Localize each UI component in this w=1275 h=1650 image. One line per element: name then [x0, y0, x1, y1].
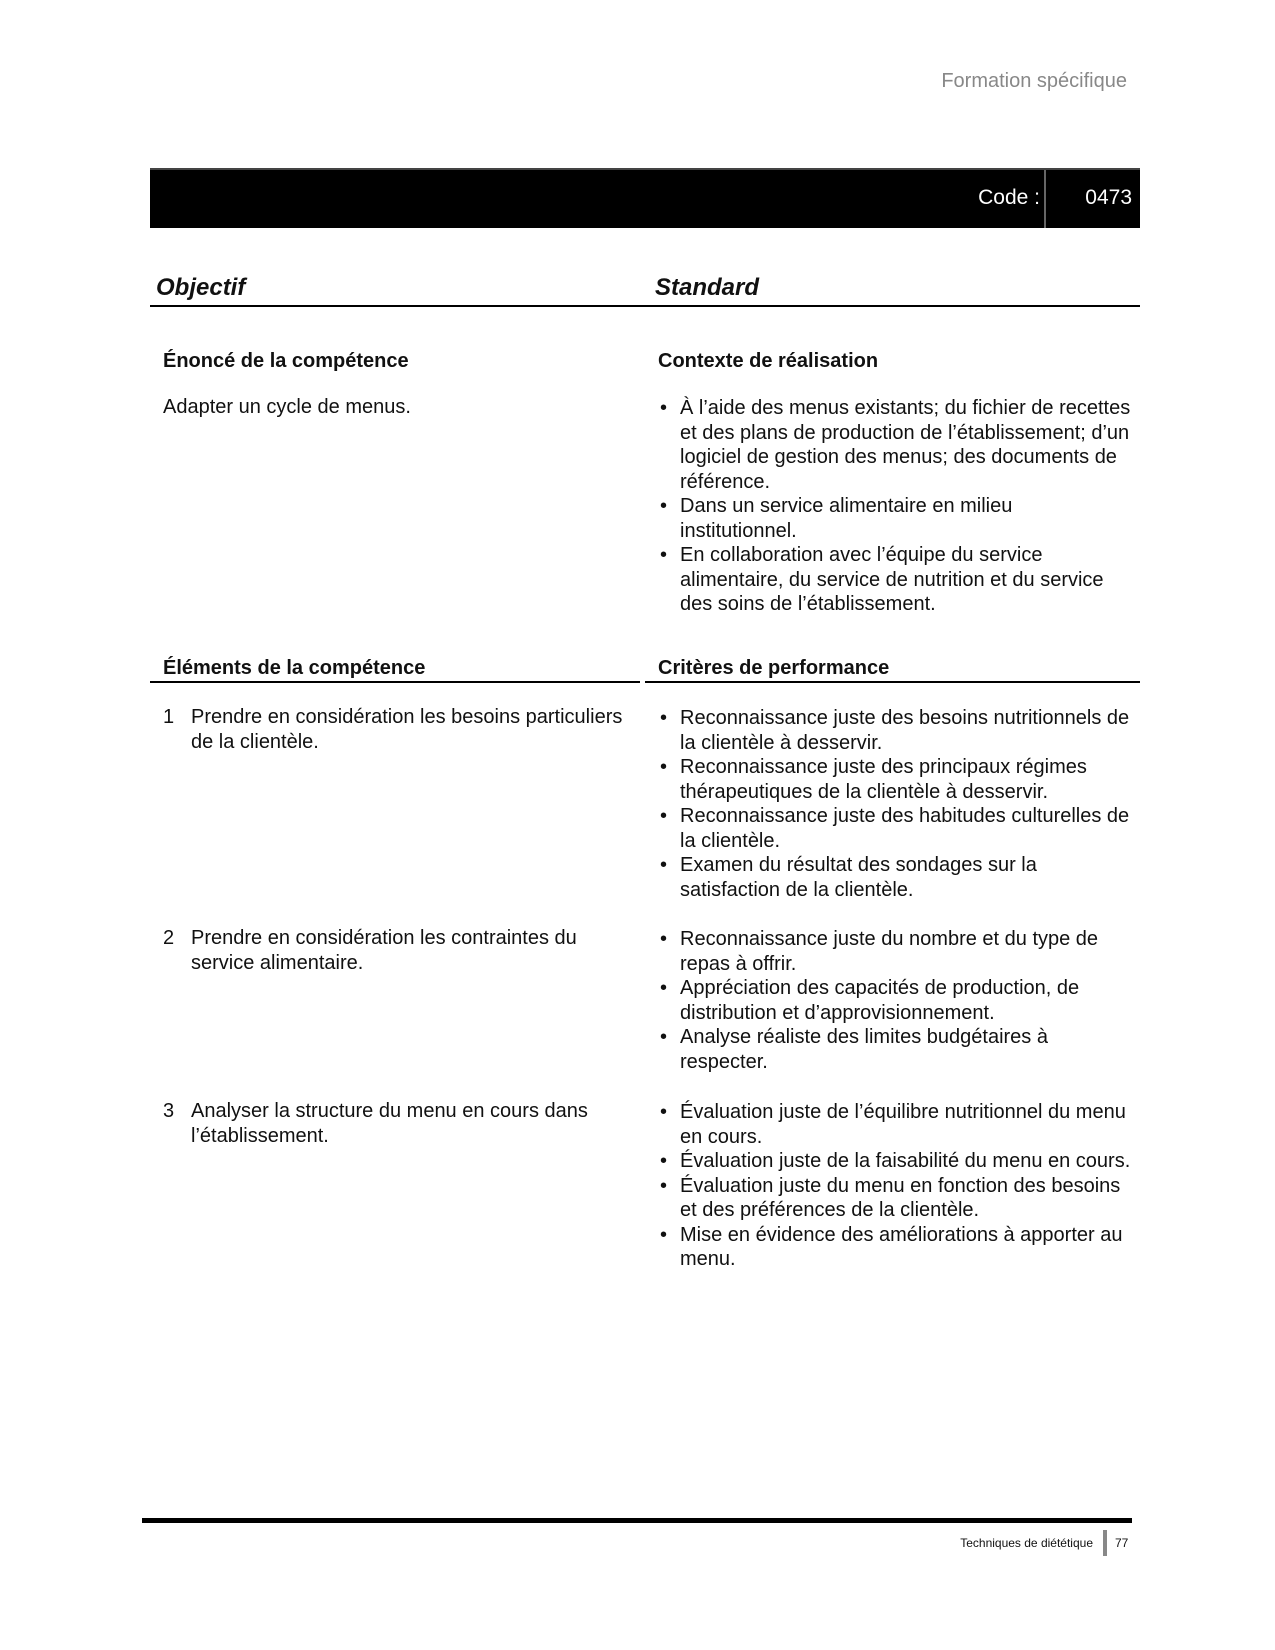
contexte-list: [658, 396, 1133, 617]
criteres-rule: [645, 681, 1140, 683]
code-bar: [150, 168, 1140, 228]
elements-rule: [150, 681, 640, 683]
footer-rule: [142, 1518, 1132, 1523]
column-heading-objectif: Objectif: [156, 274, 246, 301]
enonce-text: Adapter un cycle de menus.: [163, 396, 411, 418]
column-heading-rule: [150, 305, 1140, 307]
contexte-item: • En collaboration avec l’équipe du service alimentaire, du service de nutrition et du service des soins de l’établissement.: [658, 543, 1133, 617]
code-value: 0473: [1085, 186, 1132, 209]
criteria-item: • Reconnaissance juste des besoins nutritionnels de la clientèle à desservir.: [658, 706, 1133, 755]
criteria-item: • Appréciation des capacités de production, de distribution et d’approvisionnement.: [658, 976, 1133, 1025]
element-item-1: [163, 705, 631, 754]
element-text: Prendre en considération les contraintes du service alimentaire.: [191, 927, 577, 974]
elements-heading: Éléments de la compétence: [163, 657, 426, 679]
contexte-item: • À l’aide des menus existants; du fichier de recettes et des plans de production de l’établissement; d’un logiciel de gestion des menus; des documents de référence.: [658, 396, 1133, 494]
contexte-item: • Dans un service alimentaire en milieu institutionnel.: [658, 494, 1133, 543]
page-section-header: Formation spécifique: [941, 70, 1127, 92]
enonce-heading: Énoncé de la compétence: [163, 350, 409, 372]
element-item-3: [163, 1099, 631, 1148]
criteria-item: • Reconnaissance juste des principaux régimes thérapeutiques de la clientèle à desservir.: [658, 755, 1133, 804]
criteria-item: • Reconnaissance juste des habitudes culturelles de la clientèle.: [658, 804, 1133, 853]
criteria-item: • Mise en évidence des améliorations à apporter au menu.: [658, 1223, 1133, 1272]
footer-separator: [1103, 1530, 1107, 1556]
criteria-item: • Évaluation juste de l’équilibre nutritionnel du menu en cours.: [658, 1100, 1133, 1149]
element-text: Prendre en considération les besoins particuliers de la clientèle.: [191, 706, 623, 753]
criteria-item: • Analyse réaliste des limites budgétaires à respecter.: [658, 1025, 1133, 1074]
footer-program-title: Techniques de diététique: [960, 1536, 1093, 1550]
criteria-item: • Examen du résultat des sondages sur la satisfaction de la clientèle.: [658, 853, 1133, 902]
element-number: 2: [163, 927, 175, 949]
contexte-heading: Contexte de réalisation: [658, 350, 879, 372]
page-number: 77: [1115, 1536, 1129, 1550]
element-number: 1: [163, 706, 175, 728]
code-label: Code :: [978, 186, 1040, 209]
criteria-list-2: [658, 927, 1133, 1074]
element-text: Analyser la structure du menu en cours dans l’établissement.: [191, 1100, 588, 1147]
criteria-item: • Évaluation juste de la faisabilité du menu en cours.: [658, 1149, 1133, 1174]
element-item-2: [163, 926, 631, 975]
criteria-list-3: [658, 1100, 1133, 1272]
criteria-item: • Évaluation juste du menu en fonction des besoins et des préférences de la clientèle.: [658, 1174, 1133, 1223]
column-heading-standard: Standard: [655, 274, 760, 301]
criteria-item: • Reconnaissance juste du nombre et du type de repas à offrir.: [658, 927, 1133, 976]
criteres-heading: Critères de performance: [658, 657, 890, 679]
criteria-list-1: [658, 706, 1133, 902]
element-number: 3: [163, 1100, 175, 1122]
code-separator: [1044, 170, 1046, 228]
